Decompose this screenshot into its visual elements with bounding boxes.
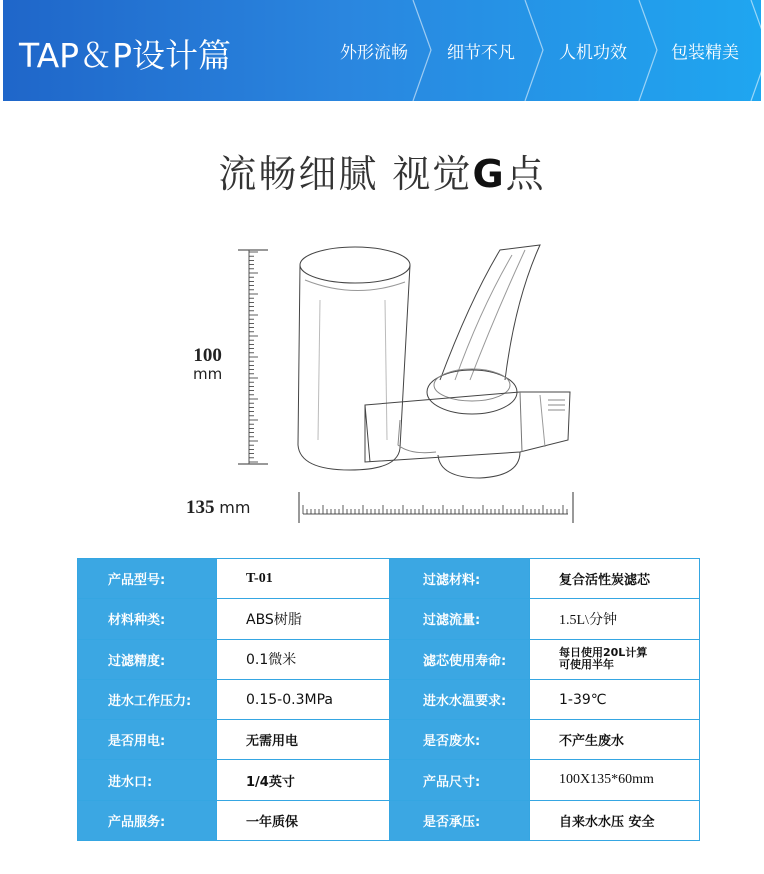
spec-value-line: 每日使用20L计算 bbox=[559, 646, 648, 660]
spec-value-line: 可使用半年 bbox=[559, 658, 614, 672]
table-row bbox=[78, 760, 700, 800]
spec-label: 进水口: bbox=[78, 760, 217, 800]
table-row bbox=[78, 679, 700, 719]
spec-label: 是否废水: bbox=[390, 720, 530, 760]
spec-label: 产品尺寸: bbox=[390, 760, 530, 800]
spec-value: 0.1微米 bbox=[217, 639, 390, 679]
spec-label: 进水工作压力: bbox=[78, 679, 217, 719]
spec-label: 材料种类: bbox=[78, 599, 217, 639]
spec-label: 过滤流量: bbox=[390, 599, 530, 639]
table-row bbox=[78, 559, 700, 599]
width-unit: mm bbox=[219, 498, 251, 517]
spec-value-multiline bbox=[530, 639, 700, 679]
spec-label: 是否承压: bbox=[390, 800, 530, 840]
spec-label: 过滤材料: bbox=[390, 559, 530, 599]
spec-value: 1.5L\分钟 bbox=[530, 599, 700, 639]
spec-value: 1/4英寸 bbox=[217, 760, 390, 800]
table-row bbox=[78, 599, 700, 639]
faucet-filter-sketch bbox=[298, 245, 570, 478]
spec-value: 无需用电 bbox=[217, 720, 390, 760]
headline-tail: 点 bbox=[505, 152, 546, 196]
table-row bbox=[78, 800, 700, 840]
spec-label: 滤芯使用寿命: bbox=[390, 639, 530, 679]
nav-item-packaging[interactable]: 包装精美 bbox=[671, 43, 739, 63]
spec-label: 产品服务: bbox=[78, 800, 217, 840]
spec-value: T-01 bbox=[217, 559, 390, 599]
spec-value: 1-39℃ bbox=[530, 679, 700, 719]
vertical-ruler bbox=[238, 250, 268, 464]
width-dimension bbox=[186, 497, 250, 519]
spec-value: 不产生废水 bbox=[530, 720, 700, 760]
height-dimension bbox=[193, 347, 222, 383]
width-value: 135 bbox=[186, 497, 215, 518]
spec-value: ABS树脂 bbox=[217, 599, 390, 639]
table-row bbox=[78, 720, 700, 760]
spec-value: 一年质保 bbox=[217, 800, 390, 840]
spec-label: 过滤精度: bbox=[78, 639, 217, 679]
height-value: 100 bbox=[193, 345, 222, 366]
spec-label: 产品型号: bbox=[78, 559, 217, 599]
brand-title: TAP＆P设计篇 bbox=[19, 36, 231, 75]
spec-value: 0.15-0.3MPa bbox=[217, 679, 390, 719]
spec-value: 复合活性炭滤芯 bbox=[530, 559, 700, 599]
spec-value: 自来水水压 安全 bbox=[530, 800, 700, 840]
nav-item-appearance[interactable]: 外形流畅 bbox=[340, 43, 408, 63]
horizontal-ruler bbox=[299, 492, 573, 523]
table-row bbox=[78, 639, 700, 679]
headline-text: 流畅细腻 视觉 bbox=[218, 152, 473, 196]
spec-table bbox=[77, 558, 700, 841]
spec-label: 进水水温要求: bbox=[390, 679, 530, 719]
spec-value: 100X135*60mm bbox=[530, 760, 700, 800]
spec-label: 是否用电: bbox=[78, 720, 217, 760]
nav-item-details[interactable]: 细节不凡 bbox=[447, 43, 515, 63]
nav-item-ergonomics[interactable]: 人机功效 bbox=[559, 43, 627, 63]
headline-accent: G bbox=[472, 152, 506, 196]
height-unit: mm bbox=[193, 365, 223, 383]
